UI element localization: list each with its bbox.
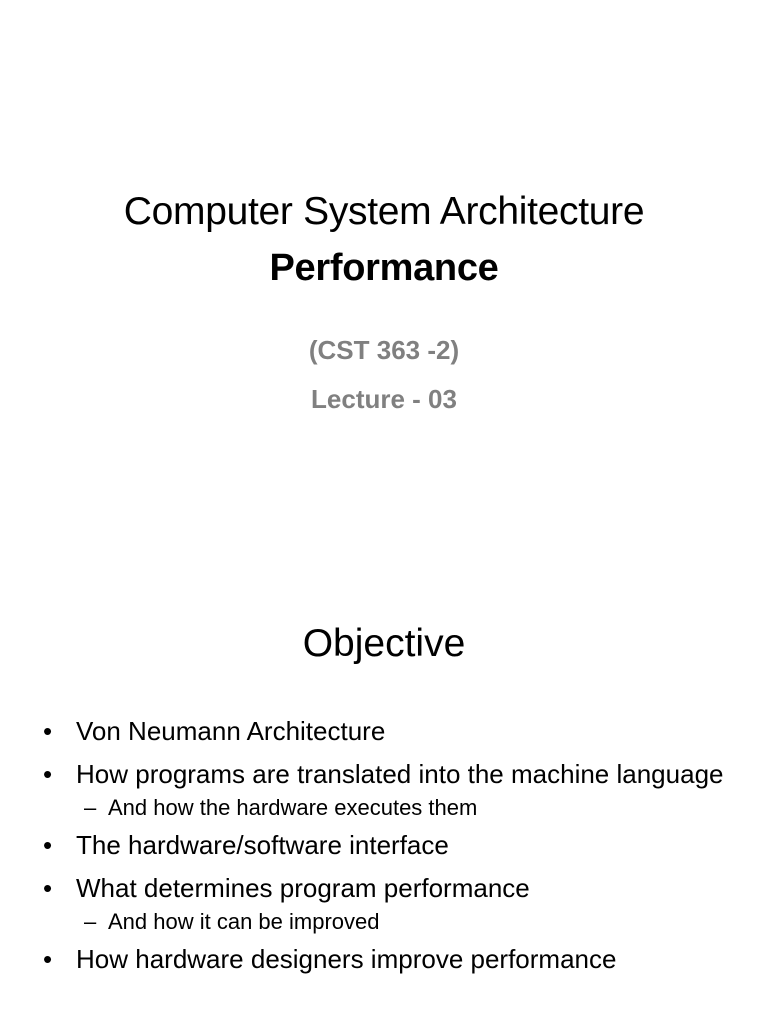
dash-icon: – [84, 795, 97, 820]
bullet-icon: • [43, 830, 53, 860]
objective-list [0, 714, 768, 985]
list-item-text: What determines program performance [76, 873, 530, 903]
sub-list-item [0, 794, 768, 822]
objective-slide [0, 576, 768, 1024]
list-item-text: The hardware/software interface [76, 830, 449, 860]
bullet-icon: • [43, 716, 53, 746]
topic-title: Performance [269, 247, 499, 289]
sub-list-item-text: And how the hardware executes them [108, 795, 478, 820]
objective-title: Objective [302, 622, 466, 665]
sub-list-item [0, 908, 768, 936]
dash-icon: – [84, 909, 97, 934]
bullet-icon: • [43, 873, 53, 903]
sub-list-item-text: And how it can be improved [108, 909, 380, 934]
list-item [0, 714, 768, 748]
list-item-text: How programs are translated into the machine language [76, 759, 724, 789]
course-title: Computer System Architecture [123, 190, 645, 233]
list-item [0, 828, 768, 862]
list-item [0, 942, 768, 976]
course-code: (CST 363 -2) [308, 335, 460, 365]
bullet-icon: • [43, 944, 53, 974]
list-item-text: Von Neumann Architecture [76, 716, 386, 746]
lecture-number: Lecture - 03 [311, 384, 457, 414]
list-item [0, 871, 768, 905]
bullet-icon: • [43, 759, 53, 789]
list-item [0, 757, 768, 791]
list-item-text: How hardware designers improve performance [76, 944, 617, 974]
